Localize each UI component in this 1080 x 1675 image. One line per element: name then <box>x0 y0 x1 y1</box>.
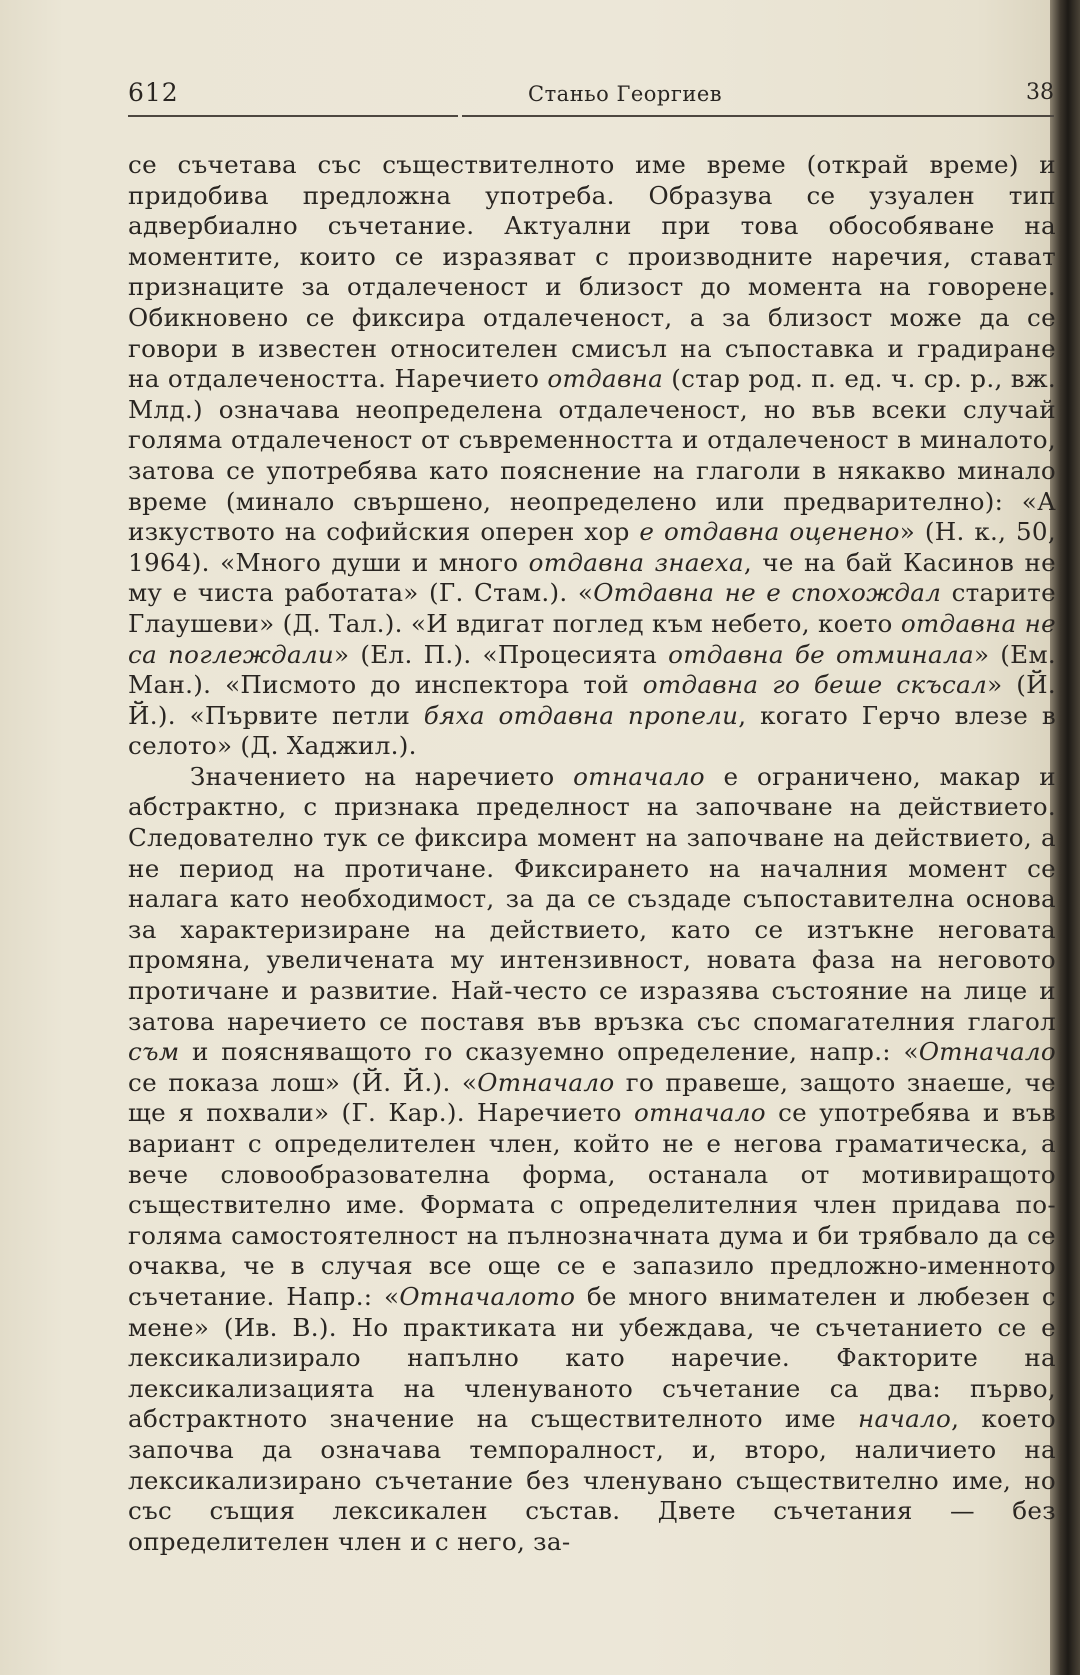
body-text <box>128 150 1056 1557</box>
text-run: старите Глаушеви» (Д. Тал.). «И вдигат поглед към небето, което <box>128 578 1057 638</box>
facing-page-fragment: 38 <box>1026 80 1054 105</box>
italic-example: отдавна бе отминала <box>668 639 974 669</box>
page-header <box>128 78 1054 118</box>
paragraph <box>128 150 1056 762</box>
text-run: и поясняващото го сказуемно определение, напр.: « <box>179 1037 919 1067</box>
text-run: го правеше, защото знаеше, че ще я похвали» (Г. Кар.). Наречието <box>128 1067 1057 1128</box>
paragraph <box>128 762 1056 1557</box>
text-run: » (Ел. П.). «Процесията <box>334 639 669 669</box>
italic-example: Отдавна не е спохождал <box>593 578 942 608</box>
italic-example: Отначало <box>477 1067 615 1097</box>
text-run: Значението на наречието <box>190 761 574 791</box>
italic-example: Отначалото <box>399 1281 576 1311</box>
text-run: (стар род. п. ед. ч. ср. р., вж. Млд.) означава неопределена отдалеченост, но във всеки случай голяма отдалеченост от съвременността и отдалеченост в миналото, затова се употребява като пояснение на глаголи в някакво минало време (минало свършено, неопределено или предварително): «А изкуството на софийския оперен хор <box>128 364 1056 547</box>
italic-example: отдавна го беше скъсал <box>642 670 988 700</box>
text-run: се употребява и във вариант с определителен член, който не е негова граматическа, а вече словообразователна форма, останала от мотивиращото съществително име. Формата с определителния член придава по-голяма самостоятелност на пълнозначната дума и би трябвало да се очаква, че в случая все още се е запазило предложно-именното съчетание. Напр.: « <box>128 1098 1057 1311</box>
italic-example: бяха отдавна пропели <box>423 700 739 730</box>
italic-example: отначало <box>634 1098 766 1128</box>
text-run: , което започва да означава темпоралност, и, второ, наличието на лексикализирано съчетание без членувано съществително име, но със същия лексикален състав. Двете съчетания — без определителен член и с него, за- <box>128 1404 1056 1556</box>
italic-example: е отдавна оценено <box>639 517 900 547</box>
text-run: бе много внимателен и любезен с мене» (Ив. В.). Но практиката ни убеждава, че съчетанието се е лексикализирало напълно като наречие. Факторите на лексикализацията на членуваното съчетание са два: първо, абстрактното значение на съществителното име <box>128 1281 1056 1434</box>
text-run: » (Ем. Ман.). «Писмото до инспектора той <box>128 639 1056 700</box>
italic-example: отдавна <box>547 364 664 394</box>
italic-example: отдавна знаеха <box>528 547 744 577</box>
italic-example: начало <box>858 1404 952 1434</box>
running-head-author: Станьо Георгиев <box>528 82 723 106</box>
italic-example: отначало <box>573 761 705 791</box>
page-number: 612 <box>128 78 179 107</box>
header-rule-right <box>462 115 1054 117</box>
italic-example: съм <box>128 1037 180 1067</box>
text-run: е ограничено, макар и абстрактно, с признака пределност на започване на действието. Следователно тук се фиксира момент на започване на действието, а не период на протичане. Фиксирането на началния момент се налага като необходимост, за да се създаде съпоставителна основа за характеризиране на действието, като се изтъкне неговата промяна, увеличената му интензивност, новата фаза на неговото протичане и развитие. Най-често се изразява състояние на лице и затова наречието се поставя във връзка със спомагателния глагол <box>128 761 1056 1036</box>
text-run: се показа лош» (Й. Й.). « <box>128 1067 478 1097</box>
text-run: » (Н. к., 50, 1964). «Много души и много <box>128 517 1056 577</box>
text-run: » (Й. Й.). «Първите петли <box>128 670 1056 730</box>
text-run: , когато Герчо влезе в селото» (Д. Хаджил.). <box>128 700 1056 761</box>
header-rule-left <box>128 115 458 117</box>
text-run: се съчетава със съществителното име време (открай време) и придобива предложна употреба. Образува се узуален тип адвербиално съчетание. Актуални при това обособяване на моментите, които се изразяват с производните наречия, стават признаците за отдалеченост и близост до момента на говорене. Обикновено се фиксира отдалеченост, а за близост може да се говори в известен относителен смисъл на съпоставка и градиране на отдалечеността. Наречието <box>128 150 1056 394</box>
text-run: , че на бай Касинов не му е чиста работата» (Г. Стам.). « <box>128 547 1056 608</box>
italic-example: Отначало <box>918 1037 1056 1067</box>
italic-example: отдавна не са поглеждали <box>128 608 1056 669</box>
